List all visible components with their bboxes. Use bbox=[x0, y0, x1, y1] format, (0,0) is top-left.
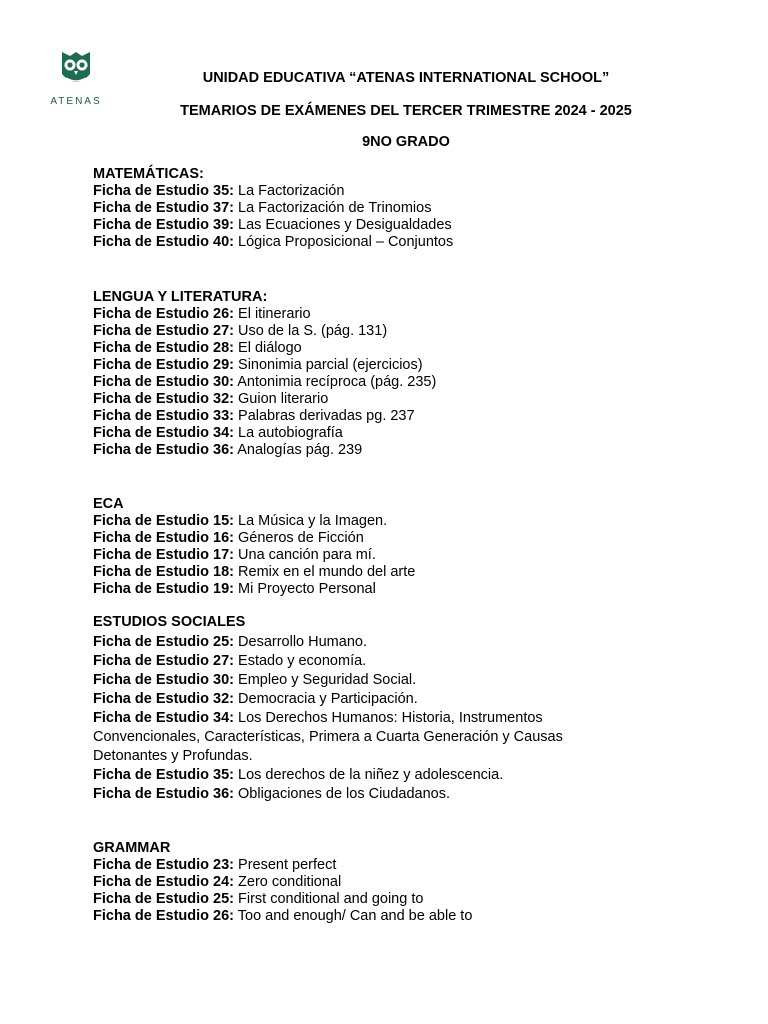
list-item bbox=[93, 581, 733, 598]
item-text: El itinerario bbox=[234, 306, 311, 322]
item-label: Ficha de Estudio 32: bbox=[93, 391, 234, 407]
list-item bbox=[93, 200, 733, 217]
section-lengua-literatura bbox=[93, 289, 733, 459]
list-item bbox=[93, 306, 733, 323]
syllabus-content bbox=[93, 166, 733, 925]
school-logo bbox=[30, 40, 128, 128]
item-label: Ficha de Estudio 24: bbox=[93, 874, 234, 890]
list-item bbox=[93, 908, 733, 925]
list-item bbox=[93, 217, 733, 234]
item-text: First conditional and going to bbox=[234, 891, 424, 907]
item-label: Ficha de Estudio 27: bbox=[93, 653, 234, 669]
item-text: Empleo y Seguridad Social. bbox=[234, 672, 417, 688]
list-item bbox=[93, 633, 733, 652]
item-text: Los Derechos Humanos: Historia, Instrumentos Convencionales, Características, Primera a Cuarta Generación y Causas Detonantes y Profundas. bbox=[93, 710, 563, 764]
list-item bbox=[93, 766, 733, 785]
list-item bbox=[93, 425, 733, 442]
item-text: La Factorización bbox=[234, 183, 345, 199]
item-text: Sinonimia parcial (ejercicios) bbox=[234, 357, 423, 373]
list-item bbox=[93, 323, 733, 340]
item-text: Antonimia recíproca (pág. 235) bbox=[234, 374, 437, 390]
section-title: ECA bbox=[93, 496, 124, 512]
item-label: Ficha de Estudio 39: bbox=[93, 217, 234, 233]
list-item bbox=[93, 671, 733, 690]
item-text: Obligaciones de los Ciudadanos. bbox=[234, 786, 451, 802]
item-text: Una canción para mí. bbox=[234, 547, 376, 563]
item-text: Uso de la S. (pág. 131) bbox=[234, 323, 388, 339]
item-text: Zero conditional bbox=[234, 874, 342, 890]
section-eca bbox=[93, 496, 733, 598]
item-label: Ficha de Estudio 25: bbox=[93, 634, 234, 650]
item-text: El diálogo bbox=[234, 340, 302, 356]
item-label: Ficha de Estudio 15: bbox=[93, 513, 234, 529]
list-item bbox=[93, 891, 733, 908]
section-title: ESTUDIOS SOCIALES bbox=[93, 614, 246, 630]
item-text: La autobiografía bbox=[234, 425, 343, 441]
list-item bbox=[93, 874, 733, 891]
item-label: Ficha de Estudio 25: bbox=[93, 891, 234, 907]
list-item bbox=[93, 652, 733, 671]
item-label: Ficha de Estudio 35: bbox=[93, 183, 234, 199]
item-label: Ficha de Estudio 34: bbox=[93, 710, 234, 726]
list-item bbox=[93, 513, 733, 530]
list-item bbox=[93, 234, 733, 251]
owl-shield-icon bbox=[30, 40, 122, 96]
logo-wordmark: ATENAS bbox=[50, 96, 102, 107]
list-item bbox=[93, 442, 733, 459]
list-item bbox=[93, 183, 733, 200]
list-item bbox=[93, 374, 733, 391]
item-label: Ficha de Estudio 32: bbox=[93, 691, 234, 707]
section-estudios-sociales bbox=[93, 614, 733, 804]
item-label: Ficha de Estudio 36: bbox=[93, 786, 234, 802]
item-label: Ficha de Estudio 16: bbox=[93, 530, 234, 546]
item-text: Guion literario bbox=[234, 391, 329, 407]
list-item bbox=[93, 547, 733, 564]
item-text: Too and enough/ Can and be able to bbox=[234, 908, 473, 924]
item-text: Los derechos de la niñez y adolescencia. bbox=[234, 767, 504, 783]
item-label: Ficha de Estudio 18: bbox=[93, 564, 234, 580]
item-label: Ficha de Estudio 37: bbox=[93, 200, 234, 216]
list-item bbox=[93, 340, 733, 357]
section-title: GRAMMAR bbox=[93, 840, 171, 856]
item-label: Ficha de Estudio 17: bbox=[93, 547, 234, 563]
exam-syllabus-heading: TEMARIOS DE EXÁMENES DEL TERCER TRIMESTRE 2024 - 2025 bbox=[180, 103, 632, 119]
list-item bbox=[93, 357, 733, 374]
item-text: Desarrollo Humano. bbox=[234, 634, 367, 650]
list-item bbox=[93, 530, 733, 547]
item-label: Ficha de Estudio 30: bbox=[93, 672, 234, 688]
item-text: Estado y economía. bbox=[234, 653, 367, 669]
item-label: Ficha de Estudio 19: bbox=[93, 581, 234, 597]
item-label: Ficha de Estudio 23: bbox=[93, 857, 234, 873]
section-title: MATEMÁTICAS: bbox=[93, 166, 204, 182]
grade-heading: 9NO GRADO bbox=[362, 134, 450, 150]
item-text: Remix en el mundo del arte bbox=[234, 564, 416, 580]
item-text: Lógica Proposicional – Conjuntos bbox=[234, 234, 454, 250]
list-item bbox=[93, 857, 733, 874]
list-item bbox=[93, 785, 733, 804]
item-label: Ficha de Estudio 35: bbox=[93, 767, 234, 783]
item-label: Ficha de Estudio 27: bbox=[93, 323, 234, 339]
item-label: Ficha de Estudio 26: bbox=[93, 306, 234, 322]
section-grammar bbox=[93, 840, 733, 925]
item-text: Democracia y Participación. bbox=[234, 691, 418, 707]
item-text: Analogías pág. 239 bbox=[234, 442, 363, 458]
item-text: Palabras derivadas pg. 237 bbox=[234, 408, 415, 424]
item-text: Mi Proyecto Personal bbox=[234, 581, 376, 597]
list-item bbox=[93, 408, 733, 425]
item-label: Ficha de Estudio 28: bbox=[93, 340, 234, 356]
item-text: La Música y la Imagen. bbox=[234, 513, 388, 529]
item-text: Géneros de Ficción bbox=[234, 530, 364, 546]
item-label: Ficha de Estudio 26: bbox=[93, 908, 234, 924]
item-text: La Factorización de Trinomios bbox=[234, 200, 432, 216]
item-label: Ficha de Estudio 34: bbox=[93, 425, 234, 441]
list-item bbox=[93, 564, 733, 581]
school-name-heading: UNIDAD EDUCATIVA “ATENAS INTERNATIONAL SCHOOL” bbox=[202, 70, 610, 86]
item-label: Ficha de Estudio 29: bbox=[93, 357, 234, 373]
item-text: Present perfect bbox=[234, 857, 337, 873]
list-item bbox=[93, 690, 733, 709]
item-label: Ficha de Estudio 36: bbox=[93, 442, 234, 458]
section-matematicas bbox=[93, 166, 733, 251]
list-item bbox=[93, 391, 733, 408]
item-label: Ficha de Estudio 33: bbox=[93, 408, 234, 424]
item-label: Ficha de Estudio 30: bbox=[93, 374, 234, 390]
item-text: Las Ecuaciones y Desigualdades bbox=[234, 217, 452, 233]
list-item bbox=[93, 709, 613, 766]
section-title: LENGUA Y LITERATURA: bbox=[93, 289, 268, 305]
item-label: Ficha de Estudio 40: bbox=[93, 234, 234, 250]
